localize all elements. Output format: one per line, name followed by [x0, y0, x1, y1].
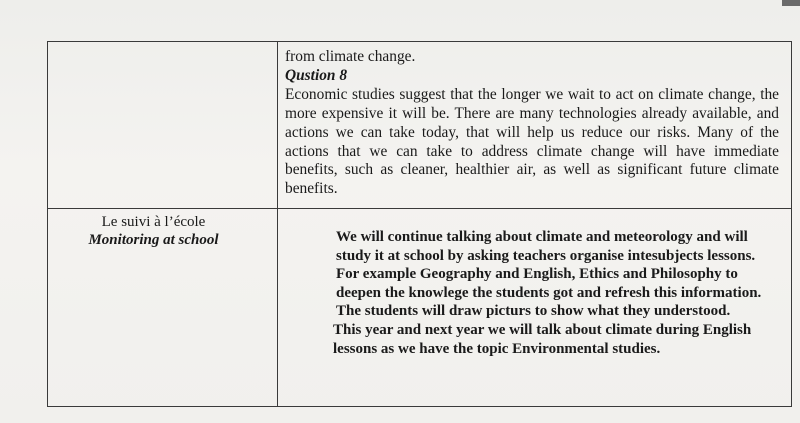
question-cell: [278, 42, 792, 209]
label-english: Monitoring at school: [88, 232, 219, 248]
table-row: [48, 42, 792, 209]
question-block: [278, 42, 791, 199]
table-row: [48, 209, 792, 407]
monitoring-text: [278, 209, 791, 358]
document-table: [47, 41, 792, 407]
section-label: [48, 209, 277, 249]
question-body: Economic studies suggest that the longer we wait to act on climate change, the more expensive it will be. There are many technologies already available, and actions we can take today, that will help us reduce our risks. Many of the actions that we can take to address climate change will have immediate benefits, such as cleaner, healthier air, as well as significant future climate benefits.: [285, 85, 779, 198]
scan-corner-mark: [782, 0, 800, 6]
label-cell: [48, 209, 278, 407]
empty-left-cell: [48, 42, 278, 209]
monitoring-cell: [278, 209, 792, 407]
intro-line: from climate change.: [285, 48, 416, 65]
label-french: Le suivi à l’école: [101, 214, 206, 230]
monitoring-paragraph-1: We will continue talking about climate and meteorology and will study it at school by asking teachers organise intesubjects lessons. For example Geography and English, Ethics and Philosophy to deepen the knowlege the students got and refresh this information. The students will draw picturs to show what they understood.: [336, 229, 762, 320]
question-title: Qustion 8: [285, 66, 348, 84]
monitoring-paragraph-2: This year and next year we will talk about climate during English lessons as we have the topic Environmental studies.: [333, 321, 752, 357]
